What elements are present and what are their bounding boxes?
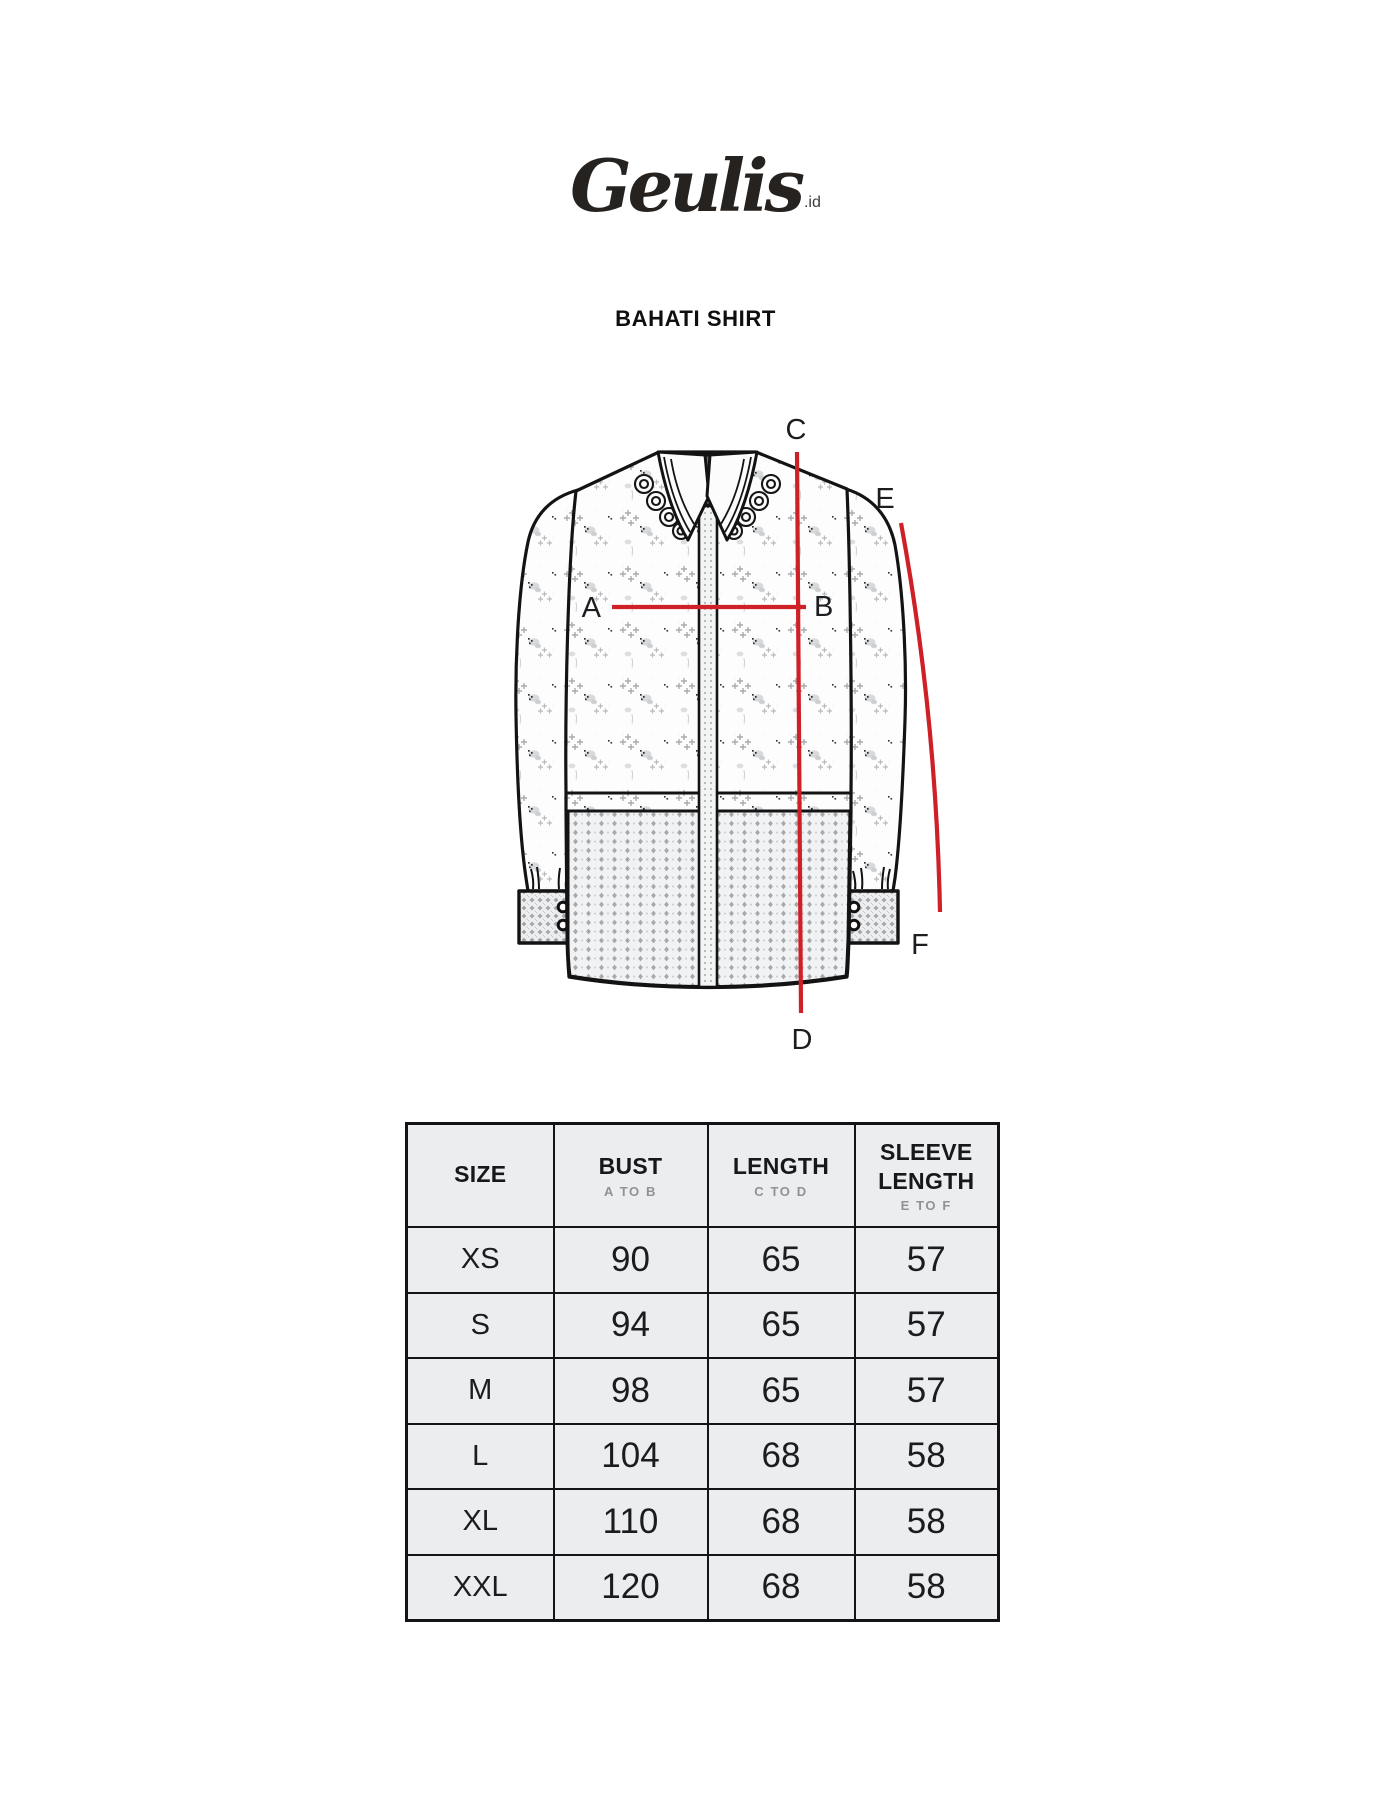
column-label: SLEEVE LENGTH (878, 1139, 975, 1194)
front-placket (699, 506, 717, 987)
brand-logo (0, 143, 1391, 228)
bust-cell: 98 (554, 1358, 708, 1424)
marker-d: D (791, 1024, 813, 1056)
header-row (407, 1124, 999, 1228)
size-table (405, 1122, 1000, 1622)
size-cell: XL (407, 1489, 554, 1555)
brand-name: Geulis (570, 143, 801, 228)
marker-e: E (875, 483, 895, 515)
size-row-xs (407, 1227, 999, 1293)
length-cell: 68 (708, 1489, 855, 1555)
size-row-l (407, 1424, 999, 1490)
length-cell: 65 (708, 1227, 855, 1293)
marker-c: C (785, 414, 807, 446)
shirt-diagram (430, 365, 1020, 1075)
marker-a: A (581, 592, 601, 624)
column-label: LENGTH (732, 1153, 830, 1180)
sleeve-length-cell: 58 (855, 1489, 999, 1555)
sleeve-measure-line (901, 523, 940, 912)
column-header-bust (554, 1124, 708, 1228)
column-label: BUST (598, 1153, 663, 1180)
sleeve-length-cell: 58 (855, 1424, 999, 1490)
size-row-xxl (407, 1555, 999, 1621)
brand-suffix: .id (803, 194, 821, 211)
bust-cell: 120 (554, 1555, 708, 1621)
marker-f: F (911, 929, 929, 961)
size-cell: M (407, 1358, 554, 1424)
right-cuff (843, 891, 898, 943)
size-row-m (407, 1358, 999, 1424)
size-row-xl (407, 1489, 999, 1555)
size-row-s (407, 1293, 999, 1359)
bust-cell: 104 (554, 1424, 708, 1490)
bust-cell: 110 (554, 1489, 708, 1555)
column-sublabel: E TO F (900, 1197, 952, 1213)
length-cell: 65 (708, 1293, 855, 1359)
marker-b: B (814, 591, 834, 623)
shirt-technical-drawing (430, 365, 1020, 1075)
size-cell: XS (407, 1227, 554, 1293)
sleeve-length-cell: 57 (855, 1293, 999, 1359)
product-title: BAHATI SHIRT (615, 306, 776, 331)
sleeve-length-cell: 57 (855, 1358, 999, 1424)
length-cell: 68 (708, 1424, 855, 1490)
sleeve-length-cell: 57 (855, 1227, 999, 1293)
size-cell: S (407, 1293, 554, 1359)
sleeve-length-cell: 58 (855, 1555, 999, 1621)
column-header-size (407, 1124, 554, 1228)
column-header-sleeve-length (855, 1124, 999, 1228)
length-cell: 68 (708, 1555, 855, 1621)
column-label: SIZE (454, 1160, 507, 1187)
column-header-length (708, 1124, 855, 1228)
bust-cell: 94 (554, 1293, 708, 1359)
size-cell: L (407, 1424, 554, 1490)
bust-cell: 90 (554, 1227, 708, 1293)
column-sublabel: C TO D (754, 1183, 808, 1199)
column-sublabel: A TO B (604, 1183, 657, 1199)
length-cell: 65 (708, 1358, 855, 1424)
size-cell: XXL (407, 1555, 554, 1621)
